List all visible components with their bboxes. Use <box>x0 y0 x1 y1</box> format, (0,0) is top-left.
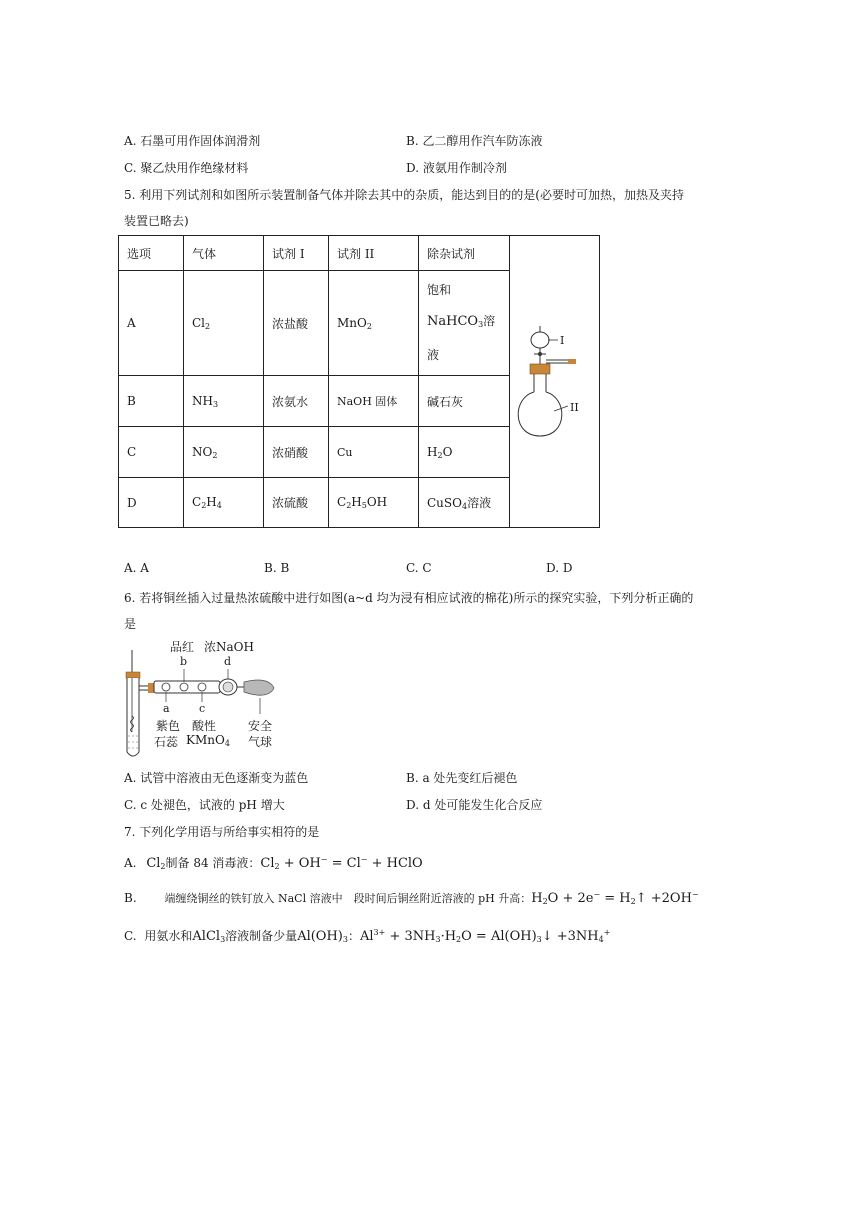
header-gas: 气体 <box>184 236 264 271</box>
q5-stem-line1: 5. 利用下列试剂和如图所示装置制备气体并除去其中的杂质，能达到目的的是(必要时可加热，加热及夹持 <box>124 188 684 202</box>
fig-label-balloon: 气球 <box>248 735 273 749</box>
fig-label-naoh: 浓NaOH <box>204 640 254 654</box>
fig-label-litmus: 石蕊 <box>154 735 179 749</box>
row-d-gas: $C_2H_4$ <box>184 478 264 528</box>
q6-option-d: D. d 处可能发生化合反应 <box>406 798 543 812</box>
q5-answer-b: B. B <box>264 561 290 573</box>
row-c-impurity: $H_2O$ <box>419 427 510 478</box>
table-header-row <box>119 236 600 271</box>
fig-label-d: d <box>224 655 232 668</box>
row-a-reagent-1: 浓盐酸 <box>264 271 329 376</box>
row-c-option: C <box>119 427 184 478</box>
q6-option-c: C. c 处褪色，试液的 pH 增大 <box>124 798 285 812</box>
row-a-reagent-2: MnO$_2$ <box>329 271 419 376</box>
q5-options-table <box>118 235 600 528</box>
q5-answer-row <box>124 561 684 573</box>
row-a-option: A <box>119 271 184 376</box>
fig-label-b: b <box>180 655 188 668</box>
row-b-reagent-2: NaOH 固体 <box>329 376 419 427</box>
fig-label-safety: 安全 <box>248 719 273 733</box>
q5-answer-d: D. D <box>546 561 573 573</box>
q7-stem: 7. 下列化学用语与所给事实相符的是 <box>124 825 320 839</box>
fig-label-c: c <box>199 702 206 715</box>
row-c-reagent-2: Cu <box>329 427 419 478</box>
row-b-gas: $NH_3$ <box>184 376 264 427</box>
q5-answer-a: A. A <box>124 561 149 573</box>
row-a-impurity: 饱和 NaHCO$_3$溶 液 <box>419 271 510 376</box>
row-b-option: B <box>119 376 184 427</box>
fig-label-purple: 紫色 <box>156 719 181 733</box>
q5-stem-line2: 装置已略去) <box>124 214 189 228</box>
q6-stem-line1: 6. 若将铜丝插入过量热浓硫酸中进行如图(a~d 均为浸有相应试液的棉花)所示的探究实验，下列分析正确的 <box>124 591 694 605</box>
row-b-impurity: 碱石灰 <box>419 376 510 427</box>
fig-label-kmno4: KMnO$_4$ <box>186 733 230 748</box>
q7-option-b: B. 端缠绕铜丝的铁钉放入 NaCl 溶液中 段时间后铜丝附近溶液的 pH 升高：$H_2O + 2e^-$ = $H_2↑ +2OH^-$ <box>124 890 699 906</box>
apparatus-label-ii: II <box>570 401 579 414</box>
row-d-impurity: CuSO$_4$溶液 <box>419 478 510 528</box>
q7-option-c: C. 用氨水和AlCl$_3$溶液制备少量$Al(OH)_3$：$Al^{3+} + 3NH_3\cdot H_2O$ = $Al(OH)_3↓ +3NH_4^+$ <box>124 928 611 944</box>
header-reagent-1: 试剂 I <box>264 236 329 271</box>
apparatus-label-i: I <box>560 334 565 347</box>
q5-answer-c: C. C <box>406 561 432 573</box>
apparatus-cell <box>510 236 600 528</box>
q6-stem-line2: 是 <box>124 617 137 631</box>
row-d-reagent-1: 浓硫酸 <box>264 478 329 528</box>
q7-option-a: A. $Cl_2$制备 84 消毒液：$Cl_2 + OH^- = Cl^-$ + HClO <box>124 855 423 871</box>
fig-label-acidic: 酸性 <box>192 719 217 733</box>
fig-label-a: a <box>163 702 170 715</box>
row-a-gas: $Cl_2$ <box>184 271 264 376</box>
row-c-gas: $NO_2$ <box>184 427 264 478</box>
q6-figure <box>118 636 288 760</box>
q6-option-a: A. 试管中溶液由无色逐渐变为蓝色 <box>124 771 309 785</box>
header-option: 选项 <box>119 236 184 271</box>
row-d-option: D <box>119 478 184 528</box>
q4-option-c: C. 聚乙炔用作绝缘材料 <box>124 161 249 175</box>
fig-label-pinhong: 品红 <box>170 640 195 654</box>
header-reagent-2: 试剂 II <box>329 236 419 271</box>
row-b-reagent-1: 浓氨水 <box>264 376 329 427</box>
row-d-reagent-2: $C_2H_5OH$ <box>329 478 419 528</box>
q4-option-d: D. 液氨用作制冷剂 <box>406 161 507 175</box>
q4-option-b: B. 乙二醇用作汽车防冻液 <box>406 134 543 148</box>
row-c-reagent-1: 浓硝酸 <box>264 427 329 478</box>
q6-option-b: B. a 处先变红后褪色 <box>406 771 518 785</box>
header-impurity-reagent: 除杂试剂 <box>419 236 510 271</box>
apparatus-flask-diagram <box>510 236 606 528</box>
q4-option-a: A. 石墨可用作固体润滑剂 <box>124 134 261 148</box>
